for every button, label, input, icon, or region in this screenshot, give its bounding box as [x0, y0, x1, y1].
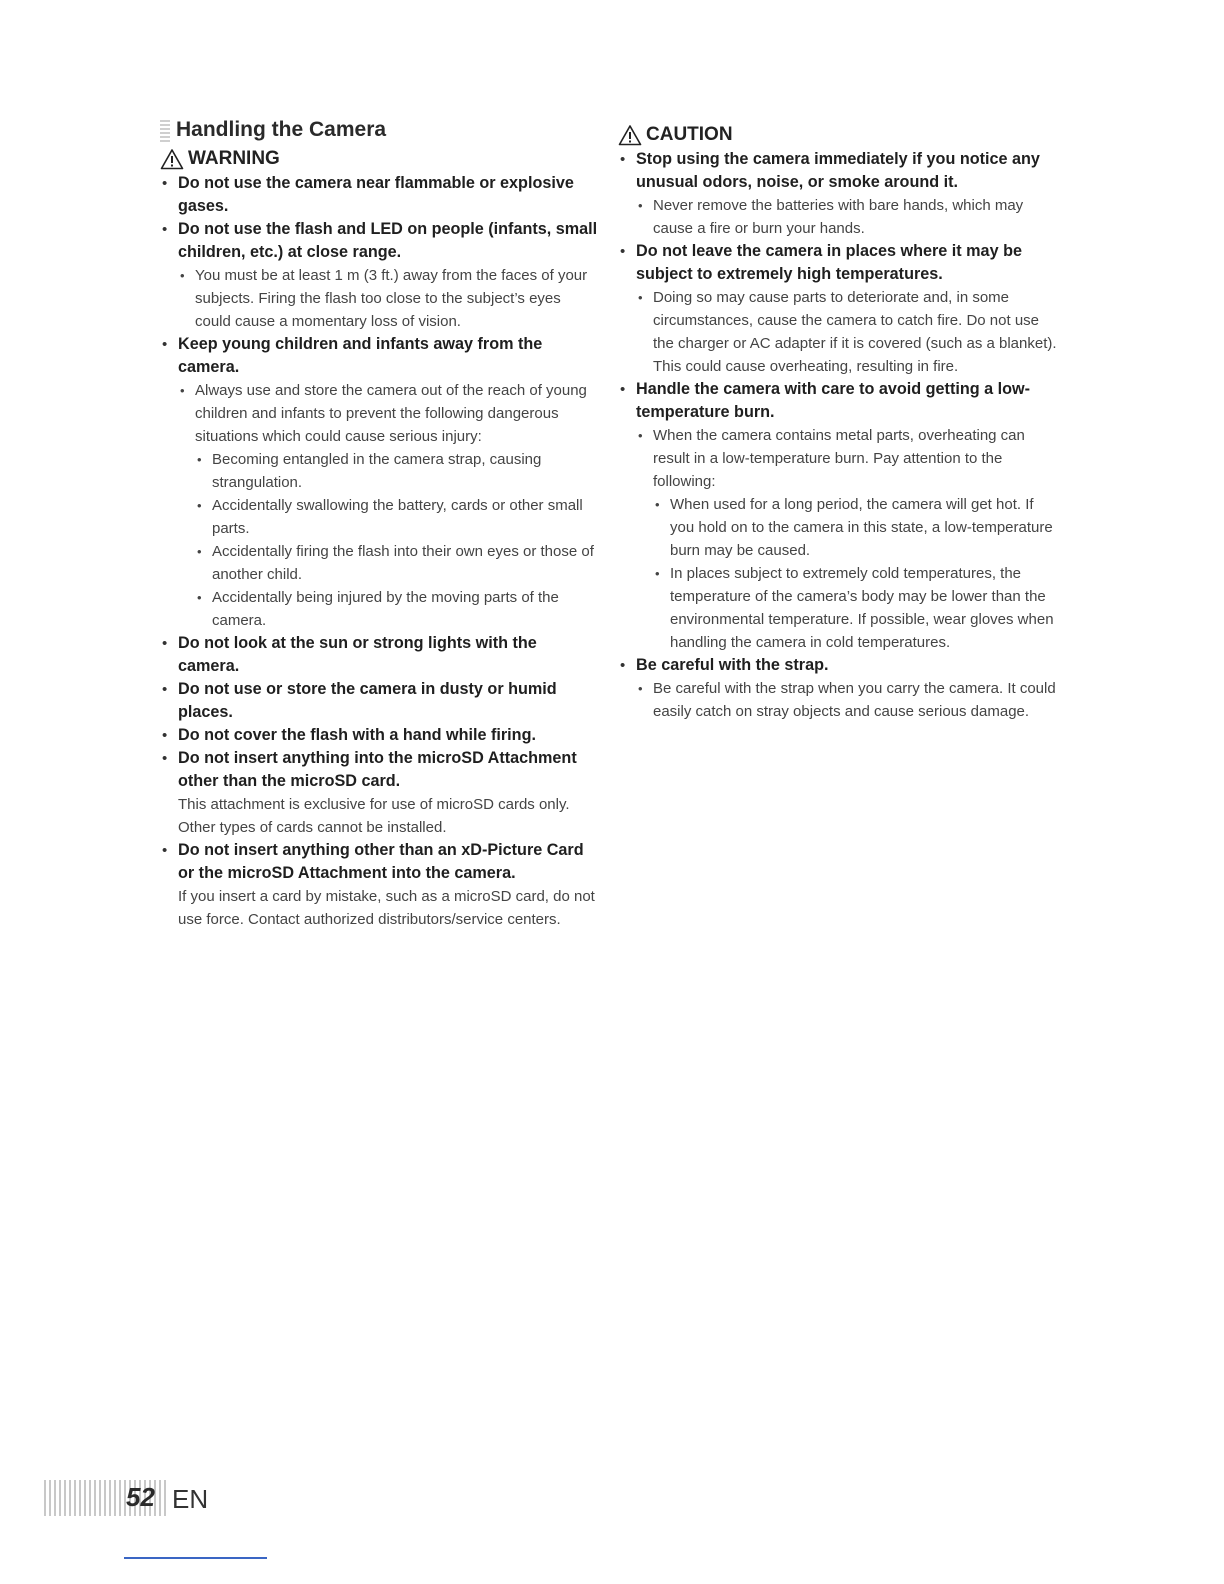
sub-item-text: • Never remove the batteries with bare hands, which may cause a fire or burn your hands. [653, 197, 1024, 237]
warning-item-heading: • Do not cover the flash with a hand while firing. [178, 726, 536, 744]
warning-item-heading: • Do not insert anything into the microSD Attachment other than the microSD card. [178, 749, 577, 790]
list-item [618, 148, 1058, 240]
list-item [160, 333, 600, 632]
warning-heading [160, 148, 600, 170]
list-item [618, 378, 1058, 654]
sub-list-item [636, 424, 1058, 654]
nested-sub-list [653, 493, 1058, 654]
right-column [618, 120, 1058, 723]
sub-list-item [636, 677, 1058, 723]
sub-list-item [636, 286, 1058, 378]
sub-list [636, 194, 1058, 240]
list-item [160, 632, 600, 678]
sub-list [636, 286, 1058, 378]
page-number: 52 [126, 1482, 155, 1512]
nested-item-text: • Accidentally being injured by the moving parts of the camera. [212, 589, 559, 629]
sub-item-text: • When the camera contains metal parts, overheating can result in a low-temperature burn. Pay attention to the following: [653, 427, 1025, 490]
caution-item-heading: • Do not leave the camera in places where it may be subject to extremely high temperatures. [636, 242, 1022, 283]
warning-item-body: This attachment is exclusive for use of microSD cards only. Other types of cards cannot be installed. [178, 796, 570, 836]
warning-item-heading: • Do not insert anything other than an xD-Picture Card or the microSD Attachment into the camera. [178, 841, 584, 882]
sub-list-item [178, 264, 600, 333]
nested-item-text: • When used for a long period, the camera will get hot. If you hold on to the camera in this state, a low-temperature burn may be caused. [670, 496, 1053, 559]
warning-title: WARNING [188, 148, 280, 169]
warning-triangle-icon [160, 148, 184, 170]
section-marker-icon [160, 118, 170, 142]
sub-list [178, 264, 600, 333]
list-item [160, 218, 600, 333]
warning-list [160, 172, 600, 931]
list-item [618, 654, 1058, 723]
warning-item-heading: • Do not use the flash and LED on people (infants, small children, etc.) at close range. [178, 220, 598, 261]
nested-item-text: • Becoming entangled in the camera strap, causing strangulation. [212, 451, 542, 491]
sub-list [636, 424, 1058, 654]
warning-item-heading: • Do not use or store the camera in dusty or humid places. [178, 680, 557, 721]
sub-item-text: • Doing so may cause parts to deteriorate and, in some circumstances, cause the camera to catch fire. Do not use the charger or AC adapter if it is covered (such as a blanket). This could cause overheating, resulting in fire. [653, 289, 1057, 375]
caution-list [618, 148, 1058, 723]
caution-item-heading: • Handle the camera with care to avoid getting a low-temperature burn. [636, 380, 1030, 421]
caution-heading [618, 124, 1058, 146]
sub-item-text: • Always use and store the camera out of the reach of young children and infants to prevent the following dangerous situations which could cause serious injury: [195, 382, 587, 445]
nested-item-text: • Accidentally firing the flash into their own eyes or those of another child. [212, 543, 594, 583]
caution-triangle-icon [618, 124, 642, 146]
caution-item-heading: • Stop using the camera immediately if you notice any unusual odors, noise, or smoke around it. [636, 150, 1040, 191]
sub-item-text: • You must be at least 1 m (3 ft.) away from the faces of your subjects. Firing the flash too close to the subject’s eyes could cause a momentary loss of vision. [195, 267, 588, 330]
warning-item-body: If you insert a card by mistake, such as a microSD card, do not use force. Contact authorized distributors/service centers. [178, 888, 595, 928]
section-title: Handling the Camera [176, 118, 387, 141]
language-code: EN [172, 1484, 209, 1514]
section-heading [160, 118, 600, 142]
list-item [160, 724, 600, 747]
footer-rule [124, 1557, 267, 1559]
warning-item-heading: • Do not look at the sun or strong lights with the camera. [178, 634, 537, 675]
warning-item-heading: • Keep young children and infants away from the camera. [178, 335, 543, 376]
nested-list-item [195, 494, 600, 540]
list-item [160, 172, 600, 218]
sub-list-item [636, 194, 1058, 240]
caution-item-heading: • Be careful with the strap. [636, 656, 829, 674]
warning-item-heading: • Do not use the camera near flammable or explosive gases. [178, 174, 574, 215]
nested-item-text: • Accidentally swallowing the battery, cards or other small parts. [212, 497, 583, 537]
nested-list-item [195, 448, 600, 494]
sub-list [636, 677, 1058, 723]
nested-sub-list [195, 448, 600, 632]
nested-list-item [653, 562, 1058, 654]
list-item [160, 839, 600, 931]
nested-list-item [195, 586, 600, 632]
left-column [160, 118, 600, 931]
list-item [618, 240, 1058, 378]
nested-list-item [653, 493, 1058, 562]
list-item [160, 747, 600, 839]
sub-item-text: • Be careful with the strap when you carry the camera. It could easily catch on stray objects and cause serious damage. [653, 680, 1056, 720]
sub-list [178, 379, 600, 632]
sub-list-item [178, 379, 600, 632]
nested-list-item [195, 540, 600, 586]
nested-item-text: • In places subject to extremely cold temperatures, the temperature of the camera’s body may be lower than the environmental temperature. If possible, wear gloves when handling the camera in cold temperatures. [670, 565, 1054, 651]
caution-title: CAUTION [646, 124, 733, 145]
list-item [160, 678, 600, 724]
